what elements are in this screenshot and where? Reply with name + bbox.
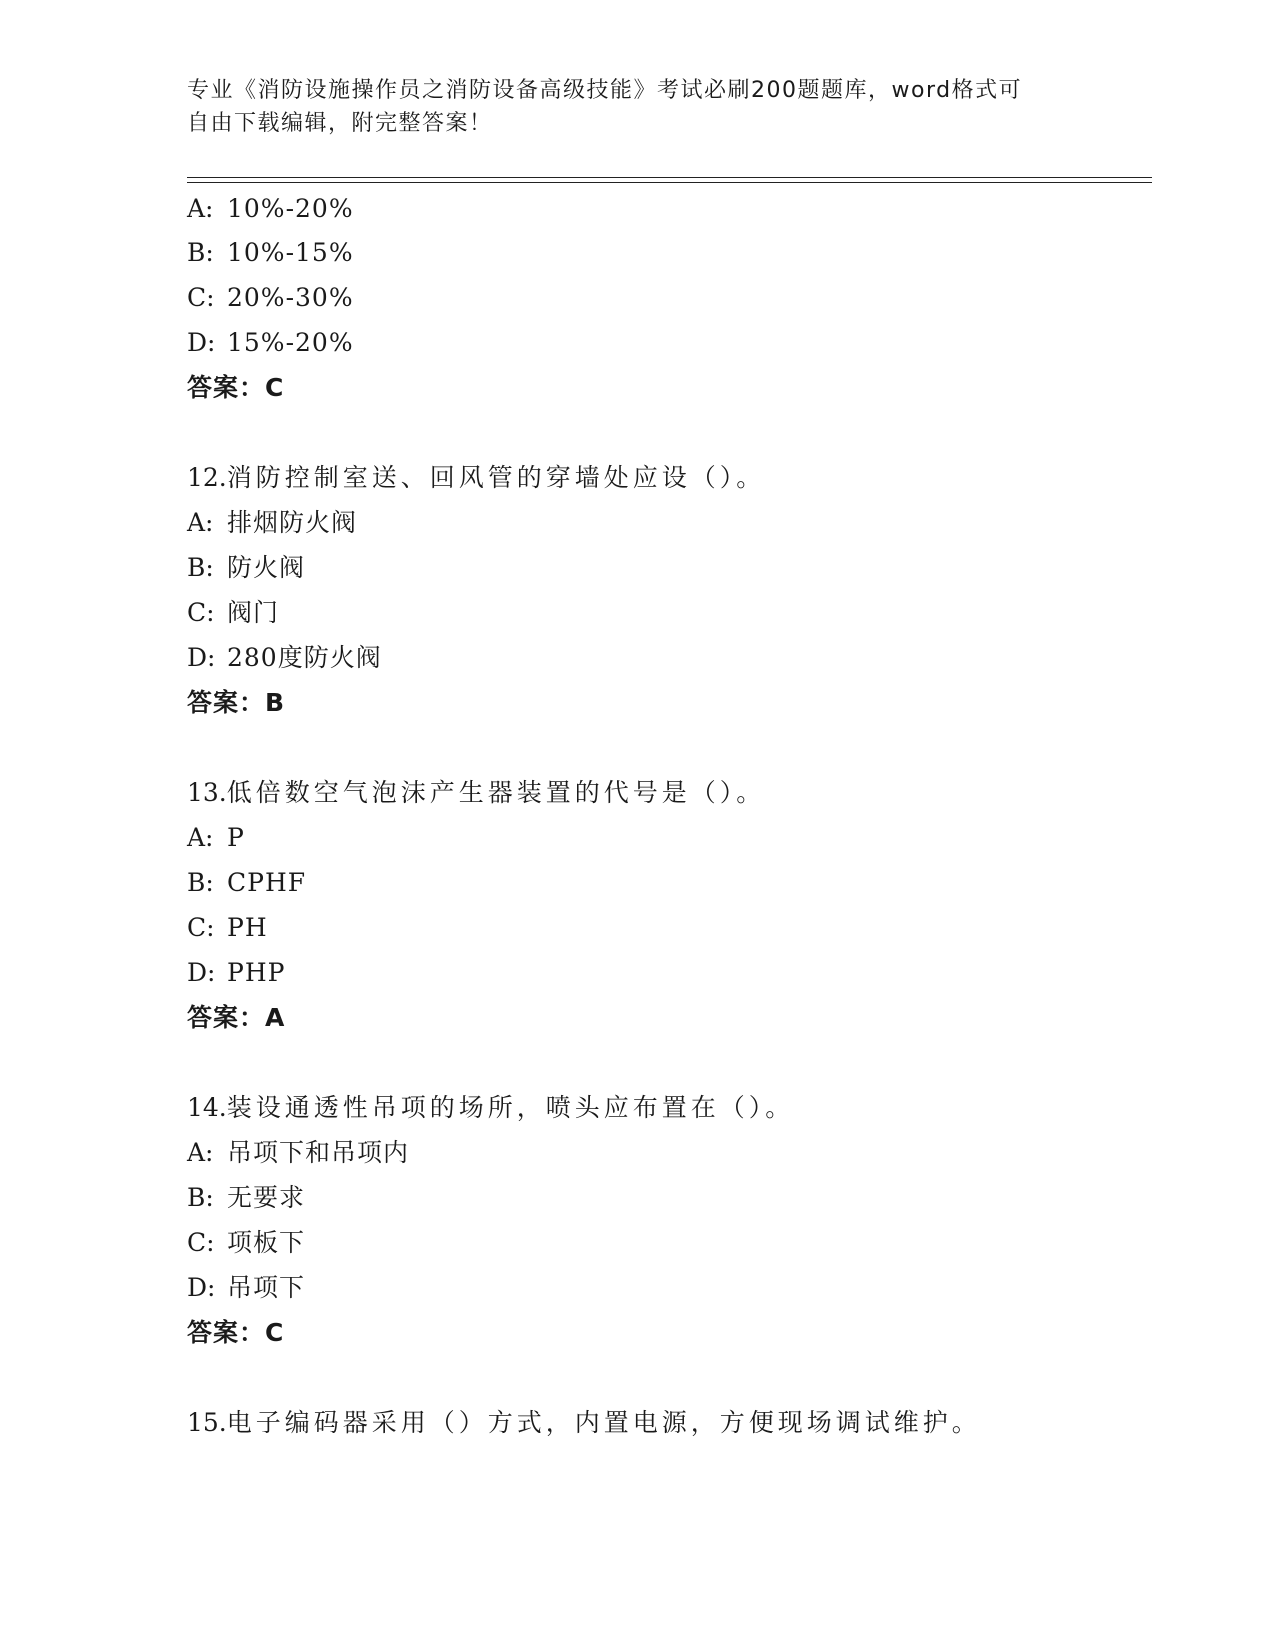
header-divider-bottom <box>187 182 1152 183</box>
q12-option-c <box>187 597 279 629</box>
q11-option-a <box>187 193 354 225</box>
option-text: 20%-30% <box>227 283 354 312</box>
option-text: 阀门 <box>227 598 280 627</box>
option-text: PH <box>227 913 268 942</box>
q14-stem <box>187 1092 794 1124</box>
option-text: 10%-20% <box>227 194 354 223</box>
question-number: 12. <box>187 463 227 492</box>
q14-option-a <box>187 1137 409 1169</box>
q13-answer: 答案：A <box>187 1003 286 1032</box>
option-letter: A: <box>187 508 214 537</box>
option-text: 280度防火阀 <box>227 643 382 672</box>
option-text: 10%-15% <box>227 238 354 267</box>
option-letter: D: <box>187 328 216 357</box>
option-letter: A: <box>187 823 214 852</box>
q11-option-d <box>187 327 354 359</box>
q14-option-d <box>187 1272 305 1304</box>
q12-option-a <box>187 507 357 539</box>
option-letter: C: <box>187 1228 215 1257</box>
q12-option-d <box>187 642 382 674</box>
question-text: 装设通透性吊项的场所，喷头应布置在（）。 <box>226 1093 795 1122</box>
q12-option-b <box>187 552 305 584</box>
option-text: 吊项下 <box>227 1273 306 1302</box>
q13-option-a <box>187 822 245 854</box>
q14-option-b <box>187 1182 305 1214</box>
option-text: 吊项下和吊项内 <box>227 1138 410 1167</box>
option-letter: D: <box>187 958 216 987</box>
option-text: 防火阀 <box>227 553 306 582</box>
option-text: PHP <box>227 958 286 987</box>
q14-option-c <box>187 1227 305 1259</box>
option-letter: C: <box>187 598 215 627</box>
document-header <box>187 74 1067 140</box>
header-line-1: 专业《消防设施操作员之消防设备高级技能》考试必刷200题题库，word格式可 <box>187 78 1023 103</box>
option-letter: B: <box>187 553 214 582</box>
option-text: 排烟防火阀 <box>227 508 358 537</box>
q14-answer: 答案：C <box>187 1318 285 1347</box>
option-text: 15%-20% <box>227 328 354 357</box>
option-text: CPHF <box>227 868 307 897</box>
q12-answer: 答案：B <box>187 688 286 717</box>
header-line-2: 自由下载编辑，附完整答案！ <box>187 111 493 136</box>
question-text: 低倍数空气泡沫产生器装置的代号是（）。 <box>226 778 766 807</box>
question-text: 电子编码器采用（）方式，内置电源，方便现场调试维护。 <box>226 1408 981 1437</box>
option-text: 项板下 <box>227 1228 306 1257</box>
option-text: P <box>227 823 245 852</box>
question-number: 14. <box>187 1093 227 1122</box>
q13-option-b <box>187 867 306 899</box>
q11-answer: 答案：C <box>187 373 285 402</box>
header-divider-top <box>187 177 1152 178</box>
q11-option-c <box>187 282 354 314</box>
option-letter: B: <box>187 238 214 267</box>
q13-option-c <box>187 912 268 944</box>
option-text: 无要求 <box>227 1183 306 1212</box>
q12-stem <box>187 462 765 494</box>
option-letter: A: <box>187 1138 214 1167</box>
question-text: 消防控制室送、回风管的穿墙处应设（）。 <box>226 463 766 492</box>
option-letter: B: <box>187 868 214 897</box>
option-letter: C: <box>187 913 215 942</box>
option-letter: A: <box>187 194 214 223</box>
option-letter: D: <box>187 1273 216 1302</box>
q13-stem <box>187 777 765 809</box>
q15-stem <box>187 1407 981 1439</box>
option-letter: C: <box>187 283 215 312</box>
q11-option-b <box>187 237 354 269</box>
question-number: 13. <box>187 778 227 807</box>
q13-option-d <box>187 957 285 989</box>
option-letter: B: <box>187 1183 214 1212</box>
question-number: 15. <box>187 1408 227 1437</box>
option-letter: D: <box>187 643 216 672</box>
